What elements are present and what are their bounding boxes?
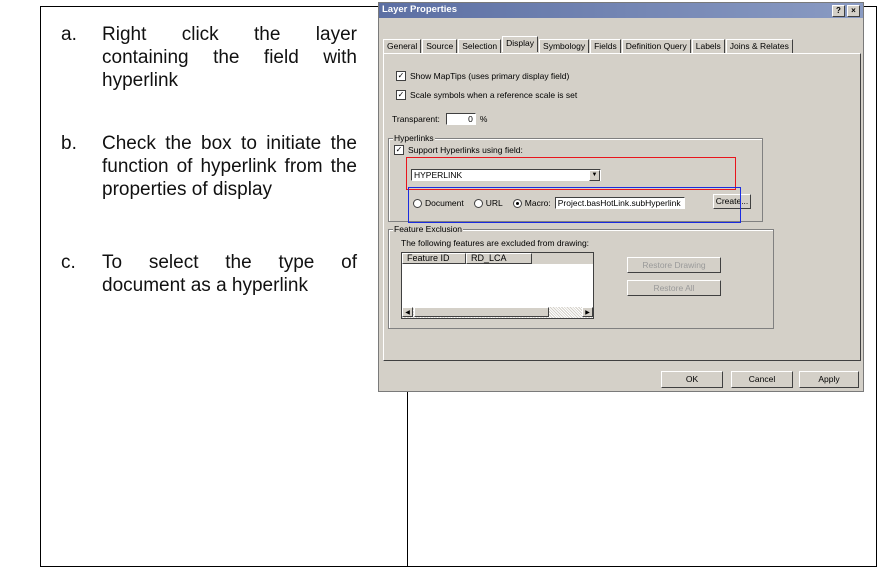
step-text: Check the box to initiate the function of hyperlink from the properties of display: [102, 133, 357, 200]
horizontal-scrollbar[interactable]: [402, 307, 593, 318]
feature-exclusion-label: Feature Exclusion: [394, 224, 463, 234]
scroll-left-icon[interactable]: ◀: [402, 307, 413, 317]
blue-highlight-box: [408, 187, 741, 223]
red-highlight-box: [406, 157, 736, 190]
hyperlinks-group-label: Hyperlinks: [394, 133, 434, 143]
list-header: [402, 253, 593, 264]
show-maptips-checkbox[interactable]: ✓: [397, 71, 405, 80]
tab-display[interactable]: Display: [502, 36, 538, 52]
feature-exclusion-group: [388, 224, 774, 329]
restore-drawing-button[interactable]: Restore Drawing: [627, 257, 721, 273]
dialog-title: Layer Properties: [382, 4, 457, 15]
title-bar: [379, 3, 863, 18]
tab-labels[interactable]: Labels: [692, 39, 725, 53]
scale-symbols-label: Scale symbols when a reference scale is set: [410, 90, 578, 100]
hyperlink-field-value[interactable]: HYPERLINK: [411, 169, 601, 181]
help-button[interactable]: ?: [832, 5, 845, 17]
step-letter: b.: [61, 133, 77, 154]
tab-definition-query[interactable]: Definition Query: [622, 39, 691, 53]
url-radio-label: URL: [485, 198, 503, 208]
column-feature-id[interactable]: Feature ID: [402, 253, 466, 264]
document-radio-label: Document: [425, 198, 464, 208]
cancel-button[interactable]: Cancel: [731, 371, 793, 388]
tab-joins-relates[interactable]: Joins & Relates: [726, 39, 793, 53]
tab-general[interactable]: General: [383, 39, 421, 53]
tab-symbology[interactable]: Symbology: [539, 39, 589, 53]
apply-button[interactable]: Apply: [799, 371, 859, 388]
step-text: To select the type of document as a hyperlink: [102, 252, 357, 296]
step-text: Right click the layer containing the field with hyperlink: [102, 24, 357, 91]
scale-symbols-checkbox[interactable]: ✓: [397, 90, 405, 99]
step-letter: a.: [61, 24, 77, 45]
restore-all-button[interactable]: Restore All: [627, 280, 721, 296]
step-letter: c.: [61, 252, 76, 273]
support-hyperlinks-label: Support Hyperlinks using field:: [408, 145, 523, 155]
chevron-down-icon[interactable]: ▼: [589, 170, 600, 181]
column-rd-lca[interactable]: RD_LCA: [466, 253, 532, 264]
scroll-thumb[interactable]: [414, 307, 549, 317]
show-maptips-row[interactable]: [396, 71, 569, 81]
exclusion-desc: The following features are excluded from drawing:: [401, 238, 590, 248]
support-hyperlinks-checkbox[interactable]: ✓: [395, 145, 403, 154]
excluded-features-list[interactable]: [401, 252, 594, 319]
percent-label: %: [479, 114, 488, 124]
close-button[interactable]: ×: [847, 5, 860, 17]
transparent-input[interactable]: 0: [446, 113, 476, 125]
scroll-right-icon[interactable]: ▶: [582, 307, 593, 317]
scale-symbols-row[interactable]: [396, 90, 577, 100]
create-button[interactable]: Create...: [713, 194, 751, 209]
transparent-row: [392, 113, 487, 125]
tab-source[interactable]: Source: [422, 39, 457, 53]
support-hyperlinks-row[interactable]: [394, 145, 523, 155]
macro-input[interactable]: Project.basHotLink.subHyperlink: [555, 197, 685, 209]
show-maptips-label: Show MapTips (uses primary display field): [410, 71, 570, 81]
macro-radio-label: Macro:: [524, 198, 551, 208]
ok-button[interactable]: OK: [661, 371, 723, 388]
tab-fields[interactable]: Fields: [590, 39, 621, 53]
tab-selection[interactable]: Selection: [458, 39, 501, 53]
transparent-label: Transparent:: [392, 114, 440, 124]
